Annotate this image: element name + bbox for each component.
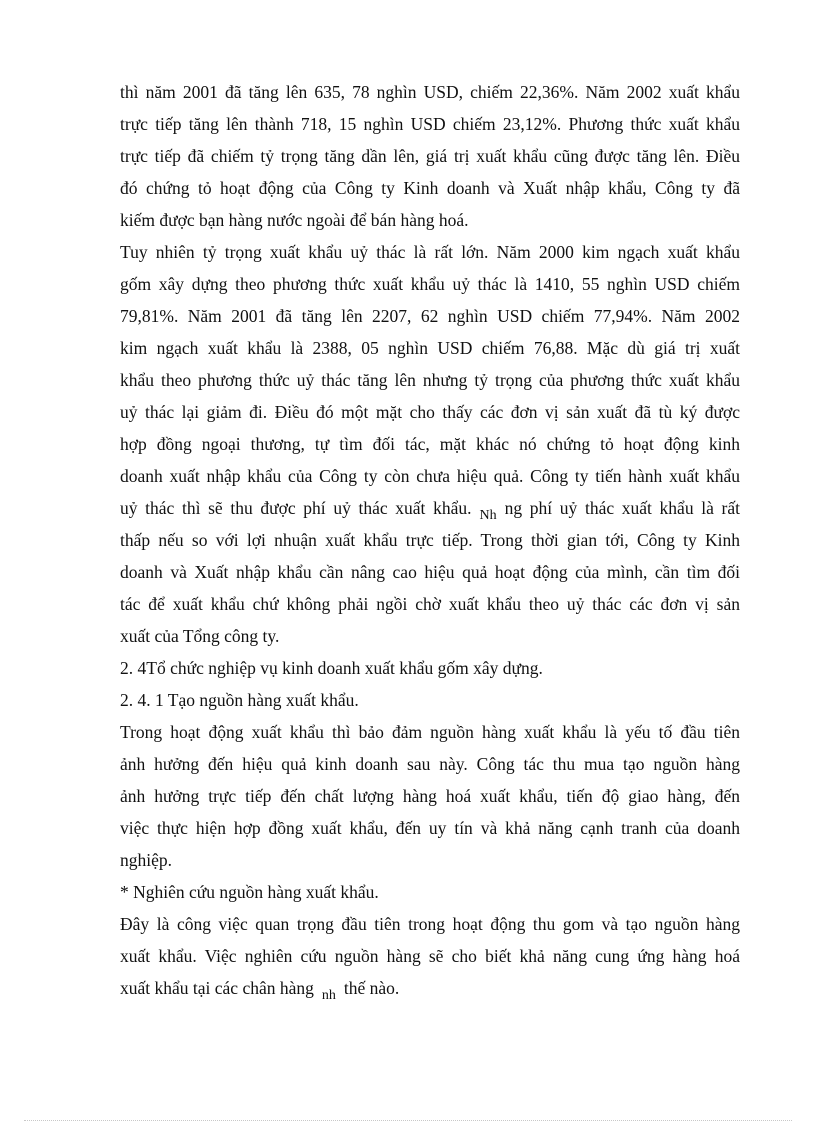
text-line: Tuy nhiên tỷ trọng xuất khẩu uỷ thác là rất lớn. Năm 2000 kim ngạch xuất khẩu xyxy=(120,242,740,262)
text-line: hợp đồng ngoại thương, tự tìm đối tác, mặt khác nó chứng tỏ hoạt động kinh xyxy=(120,434,740,454)
text-line xyxy=(120,498,740,526)
text-line: xuất khẩu. Việc nghiên cứu nguồn hàng sẽ cho biết khả năng cung ứng hàng hoá xyxy=(120,946,740,966)
text-line: trực tiếp tăng lên thành 718, 15 nghìn USD chiếm 23,12%. Phương thức xuất khẩu xyxy=(120,114,740,134)
text-line: nghiệp. xyxy=(120,850,173,870)
text-line: uỷ thác lại giảm đi. Điều đó một mặt cho thấy các đơn vị sản xuất đã tù ký được xyxy=(120,402,740,422)
text-line: việc thực hiện hợp đồng xuất khẩu, đến uy tín và khả năng cạnh tranh của doanh xyxy=(120,818,740,838)
text-line: kim ngạch xuất khẩu là 2388, 05 nghìn USD chiếm 76,88. Mặc dù giá trị xuất xyxy=(120,338,740,358)
text-line: 79,81%. Năm 2001 đã tăng lên 2207, 62 nghìn USD chiếm 77,94%. Năm 2002 xyxy=(120,306,740,326)
text-line: Đây là công việc quan trọng đầu tiên trong hoạt động thu gom và tạo nguồn hàng xyxy=(120,914,740,934)
text-line: doanh và Xuất nhập khẩu cần nâng cao hiệu quả hoạt động của mình, cần tìm đối xyxy=(120,562,740,582)
text-line: thấp nếu so với lợi nhuận xuất khẩu trực tiếp. Trong thời gian tới, Công ty Kinh xyxy=(120,530,740,550)
text-line: trực tiếp đã chiếm tỷ trọng tăng dần lên, giá trị xuất khẩu cũng được tăng lên. Điều xyxy=(120,146,740,166)
text-line: ảnh hưởng đến hiệu quả kinh doanh sau này. Công tác thu mua tạo nguồn hàng xyxy=(120,754,740,774)
text-line: kiếm được bạn hàng nước ngoài để bán hàng hoá. xyxy=(120,210,469,230)
stray-fragment: nh xyxy=(321,988,336,1003)
text-line: đó chứng tỏ hoạt động của Công ty Kinh doanh và Xuất nhập khẩu, Công ty đã xyxy=(120,178,740,198)
text-segment: xuất khẩu tại các chân hàng xyxy=(120,978,314,998)
stray-fragment: Nh xyxy=(479,508,497,523)
text-segment: thế nào. xyxy=(343,978,400,998)
text-line: xuất của Tổng công ty. xyxy=(120,626,280,646)
subsection-heading: 2. 4. 1 Tạo nguồn hàng xuất khẩu. xyxy=(120,690,359,710)
text-line: tác để xuất khẩu chứ không phải ngồi chờ xuất khẩu theo uỷ thác các đơn vị sản xyxy=(120,594,740,614)
text-line: Trong hoạt động xuất khẩu thì bảo đảm nguồn hàng xuất khẩu là yếu tố đầu tiên xyxy=(120,722,740,742)
text-line: ảnh hưởng trực tiếp đến chất lượng hàng hoá xuất khẩu, tiến độ giao hàng, đến xyxy=(120,786,740,806)
text-line xyxy=(120,978,399,1006)
text-line: khẩu theo phương thức uỷ thác tăng lên nhưng tỷ trọng của phương thức xuất khẩu xyxy=(120,370,740,390)
text-segment: uỷ thác thì sẽ thu được phí uỷ thác xuất khẩu. xyxy=(120,498,472,518)
bullet-heading: * Nghiên cứu nguồn hàng xuất khẩu. xyxy=(120,882,379,902)
text-line: gốm xây dựng theo phương thức xuất khẩu uỷ thác là 1410, 55 nghìn USD chiếm xyxy=(120,274,740,294)
text-line: doanh xuất nhập khẩu của Công ty còn chưa hiệu quả. Công ty tiến hành xuất khẩu xyxy=(120,466,740,486)
section-heading: 2. 4Tổ chức nghiệp vụ kinh doanh xuất khẩu gốm xây dựng. xyxy=(120,658,543,678)
text-segment: ng phí uỷ thác xuất khẩu là rất xyxy=(504,498,740,518)
page-bottom-divider xyxy=(24,1120,792,1121)
text-line: thì năm 2001 đã tăng lên 635, 78 nghìn USD, chiếm 22,36%. Năm 2002 xuất khẩu xyxy=(120,82,740,102)
